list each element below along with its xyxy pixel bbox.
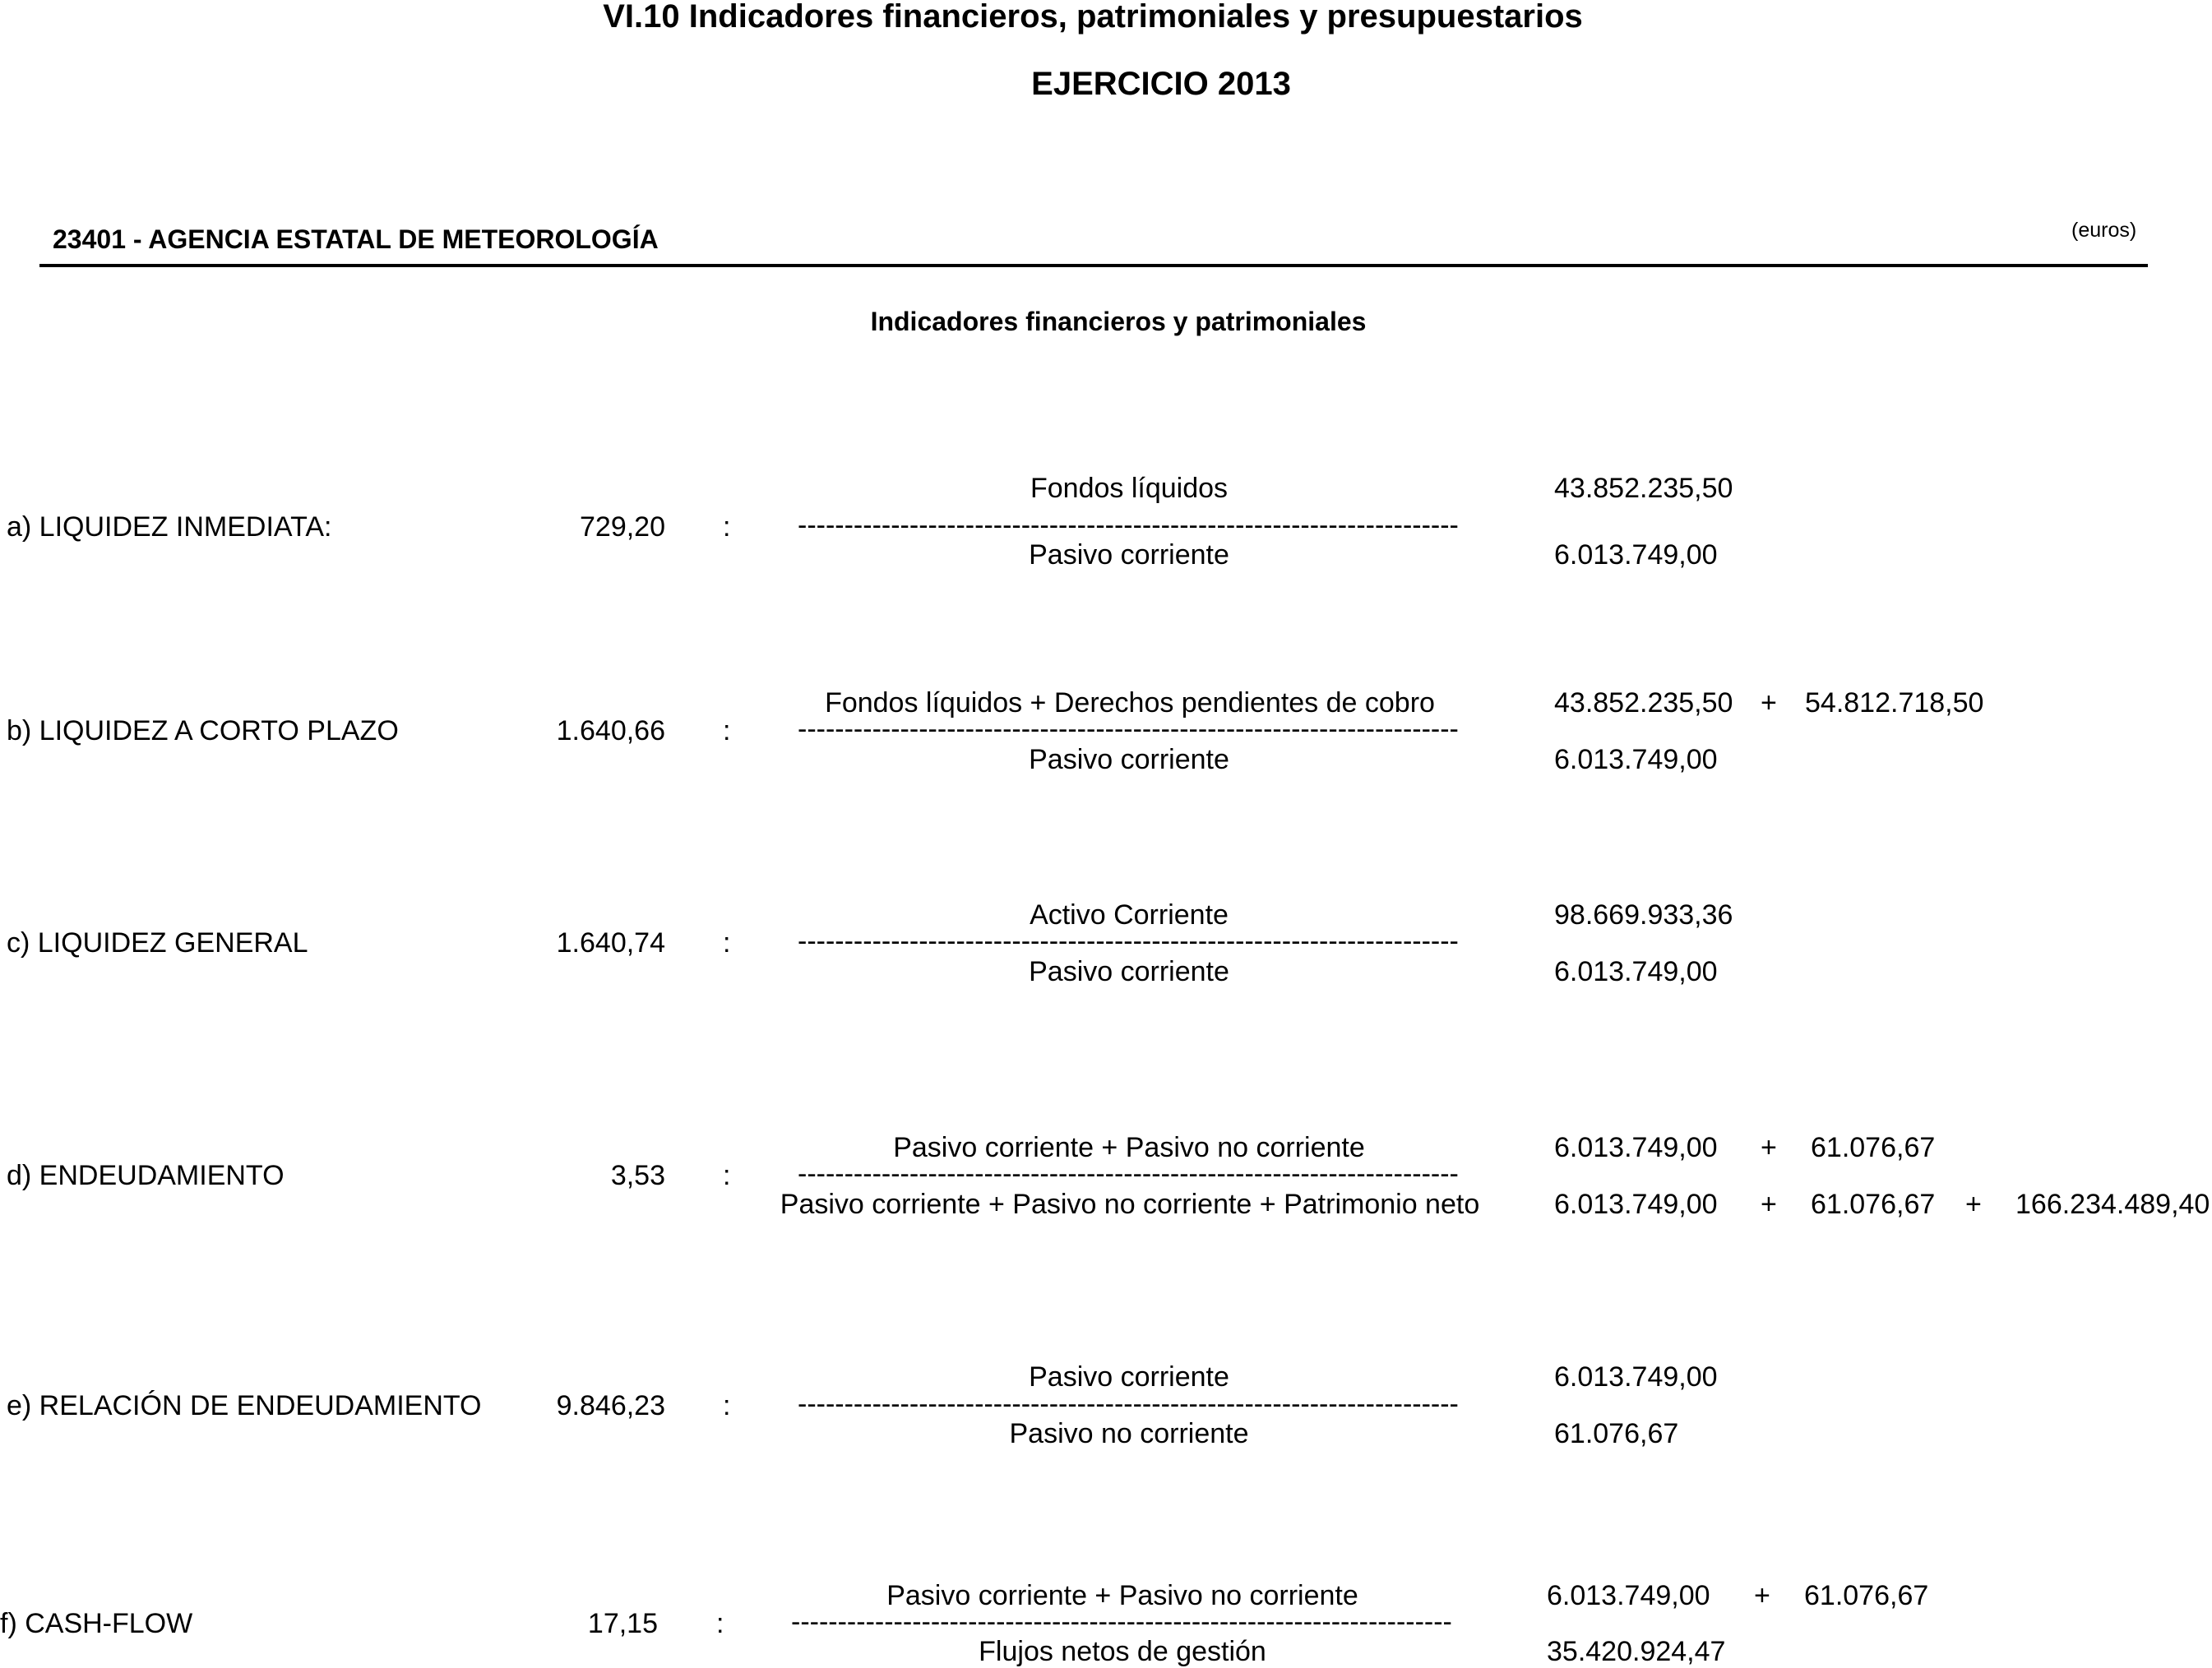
plus-sign: + <box>1761 1189 1777 1220</box>
denominator-value: 6.013.749,00 <box>1554 539 1718 571</box>
numerator-value: 54.812.718,50 <box>1805 687 1984 718</box>
indicator-value: 17,15 <box>587 1608 658 1639</box>
colon-separator: : <box>723 1390 731 1421</box>
formula-denominator: Pasivo corriente + Pasivo no corriente + Patrimonio neto <box>780 1189 1480 1220</box>
entity-name: 23401 - AGENCIA ESTATAL DE METEOROLOGÍA <box>53 224 659 254</box>
denominator-value: 61.076,67 <box>1554 1418 1679 1449</box>
indicator-value: 729,20 <box>580 511 665 543</box>
numerator-value: 6.013.749,00 <box>1554 1132 1718 1163</box>
denominator-value: 35.420.924,47 <box>1547 1636 1726 1667</box>
numerator-value: 61.076,67 <box>1811 1132 1936 1163</box>
formula-numerator: Pasivo corriente + Pasivo no corriente <box>893 1132 1365 1163</box>
indicator-label: e) RELACIÓN DE ENDEUDAMIENTO <box>7 1390 482 1421</box>
fraction-line: ----------------------------------------------------------------------- <box>798 927 1459 955</box>
fraction-line: ----------------------------------------------------------------------- <box>798 1160 1459 1188</box>
indicator-label: f) CASH-FLOW <box>0 1608 193 1639</box>
indicator-label: d) ENDEUDAMIENTO <box>7 1160 285 1191</box>
formula-numerator: Pasivo corriente <box>1029 1361 1229 1393</box>
plus-sign: + <box>1754 1580 1770 1611</box>
numerator-value: 6.013.749,00 <box>1547 1580 1710 1611</box>
indicator-value: 3,53 <box>610 1160 665 1191</box>
plus-sign: + <box>1761 1132 1777 1163</box>
denominator-value: 6.013.749,00 <box>1554 956 1718 987</box>
fraction-line: ----------------------------------------------------------------------- <box>798 1390 1459 1418</box>
fraction-line: ----------------------------------------------------------------------- <box>798 715 1459 743</box>
colon-separator: : <box>723 927 731 959</box>
fraction-line: ----------------------------------------------------------------------- <box>791 1608 1452 1636</box>
numerator-value: 6.013.749,00 <box>1554 1361 1718 1393</box>
indicator-label: a) LIQUIDEZ INMEDIATA: <box>7 511 332 543</box>
report-ejercicio: EJERCICIO 2013 <box>1031 66 1291 102</box>
numerator-value: 43.852.235,50 <box>1554 687 1733 718</box>
indicator-value: 1.640,74 <box>556 927 665 959</box>
formula-denominator: Pasivo corriente <box>1029 744 1229 775</box>
plus-sign: + <box>1761 687 1777 718</box>
formula-numerator: Fondos líquidos + Derechos pendientes de cobro <box>825 687 1435 718</box>
colon-separator: : <box>723 511 731 543</box>
formula-denominator: Flujos netos de gestión <box>979 1636 1266 1667</box>
denominator-value: 166.234.489,40 <box>2015 1189 2210 1220</box>
fraction-line: ----------------------------------------------------------------------- <box>798 511 1459 539</box>
indicator-value: 9.846,23 <box>556 1390 665 1421</box>
report-title: VI.10 Indicadores financieros, patrimoniales y presupuestarios <box>603 0 1583 35</box>
numerator-value: 61.076,67 <box>1804 1580 1929 1611</box>
formula-numerator: Pasivo corriente + Pasivo no corriente <box>886 1580 1358 1611</box>
formula-denominator: Pasivo corriente <box>1029 539 1229 571</box>
units-label: (euros) <box>2071 219 2137 242</box>
colon-separator: : <box>723 1160 731 1191</box>
header-rule <box>39 264 2148 267</box>
formula-numerator: Activo Corriente <box>1030 899 1229 931</box>
denominator-value: 6.013.749,00 <box>1554 1189 1718 1220</box>
denominator-value: 6.013.749,00 <box>1554 744 1718 775</box>
section-title: Indicadores financieros y patrimoniales <box>870 307 1367 336</box>
plus-sign: + <box>1965 1189 1982 1220</box>
formula-denominator: Pasivo corriente <box>1029 956 1229 987</box>
formula-denominator: Pasivo no corriente <box>1009 1418 1249 1449</box>
indicator-value: 1.640,66 <box>556 715 665 746</box>
denominator-value: 61.076,67 <box>1811 1189 1936 1220</box>
colon-separator: : <box>723 715 731 746</box>
numerator-value: 98.669.933,36 <box>1554 899 1733 931</box>
colon-separator: : <box>716 1608 724 1639</box>
numerator-value: 43.852.235,50 <box>1554 473 1733 504</box>
indicator-label: c) LIQUIDEZ GENERAL <box>7 927 308 959</box>
formula-numerator: Fondos líquidos <box>1030 473 1229 504</box>
indicator-label: b) LIQUIDEZ A CORTO PLAZO <box>7 715 399 746</box>
